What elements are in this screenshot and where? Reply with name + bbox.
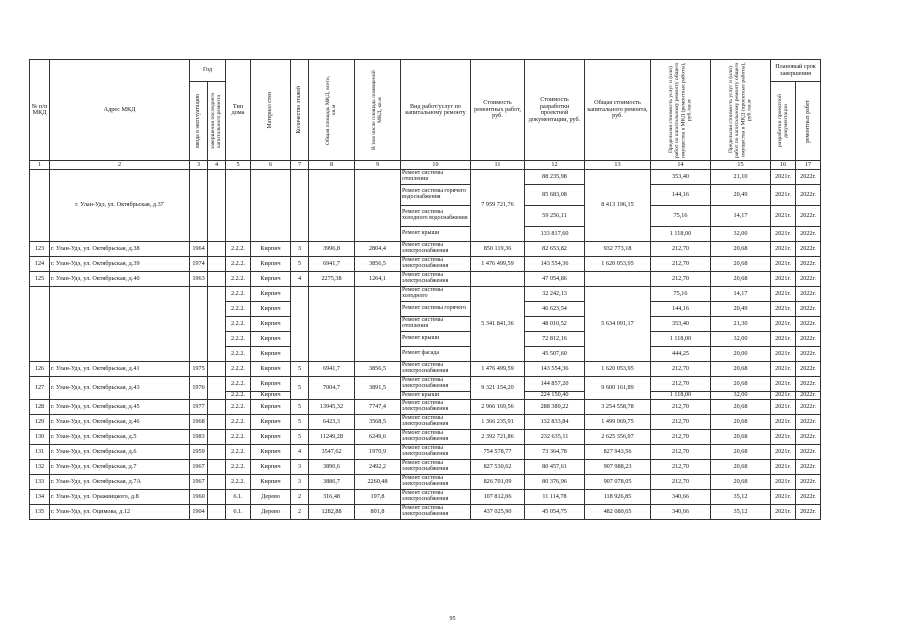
- header-house-type: Тип дома: [226, 60, 251, 161]
- table-row: Ремонт системы холодного водоснабжения 59 256,11 75,16 14,17 2021г. 2022г.: [30, 206, 821, 227]
- table-row: 2.2.2. Кирпич Ремонт системы холодного 5 341 841,36 32 242,13 5 634 091,17 75,16 14,17 2021г. 2022г.: [30, 287, 821, 302]
- table-row: 123 г. Улан-Удэ, ул. Октябрьская, д.38 1964 2.2.2. Кирпич 3 3996,8 2804,4 Ремонт системы электроснабжения 850 119,36 82 653,82 932 773,18 212,70 20,68 2021г. 2022г.: [30, 242, 821, 257]
- header-cost-works: Стоимость ремонтных работ, руб.: [471, 60, 525, 161]
- address-cell: г. Улан-Удэ, ул. Октябрьская, д.37: [50, 170, 190, 242]
- table-row: 2.2.2. Кирпич Ремонт системы горячего 46 623,54 144,16 20,49 2021г. 2022г.: [30, 302, 821, 317]
- table-row: 2.2.2. Кирпич Ремонт фасада 45 507,60 444,25 20,00 2021г. 2022г.: [30, 347, 821, 362]
- table-row: 2.2.2. Кирпич Ремонт крыши 224 150,40 1 118,00 32,00 2021г. 2022г.: [30, 392, 821, 400]
- header-cost-design: Стоимость разработки проектной документации, руб.: [525, 60, 585, 161]
- header-max-cost-design: Предельная стоимость услуг и (или) работ по капитальному ремонту общего имущества в МКД (проектные работы), руб./кв.м: [711, 60, 771, 161]
- page-number: 95: [449, 616, 456, 622]
- header-works: Вид работ/услуг по капитальному ремонту: [401, 60, 471, 161]
- header-planned-works: ремонтных работ: [796, 82, 821, 161]
- header-living-area: В том числе площадь помещений МКД, кв.м: [355, 60, 401, 161]
- table-row: 129 г. Улан-Удэ, ул. Октябрьская, д.46 1968 2.2.2. Кирпич 5 6423,3 3568,5 Ремонт системы электроснабжения 1 366 235,91 132 833,84 1 499 069,75 212,70 20,68 2021г. 2022г.: [30, 415, 821, 430]
- header-max-cost-repair: Предельная стоимость услуг и (или) работ по капитальному ремонту общего имущества в МКД (ремонтные работы), руб./кв.м: [651, 60, 711, 161]
- table-row: 133 г. Улан-Удэ, ул. Октябрьская, д.7А 1967 2.2.2. Кирпич 3 3886,7 2260,48 Ремонт системы электроснабжения 826 701,09 80 376,96 907 078,05 212,70 20,68 2021г. 2022г.: [30, 475, 821, 490]
- table-row: 131 г. Улан-Удэ, ул. Октябрьская, д.6 1959 2.2.2. Кирпич 4 3547,62 1970,9 Ремонт системы электроснабжения 754 578,77 73 364,78 827 943,56 212,70 20,68 2021г. 2022г.: [30, 445, 821, 460]
- table-row: 127 г. Улан-Удэ, ул. Октябрьская, д.43 1976 2.2.2. Кирпич 5 7004,7 3891,5 Ремонт системы электроснабжения 9 321 154,20 144 857,20 9 600 161,89 212,70 20,68 2021г. 2022г.: [30, 377, 821, 392]
- table-row: 125 г. Улан-Удэ, ул. Октябрьская, д.40 1963 2.2.2. Кирпич 4 2275,38 1264,1 Ремонт системы электроснабжения 47 054,86 212,70 20,68 2021г. 2022г.: [30, 272, 821, 287]
- header-year-commission: ввода в эксплуатацию: [190, 82, 208, 161]
- header-year-group: Год: [190, 60, 226, 82]
- table-row: 2.2.2. Кирпич Ремонт крыши 72 812,16 1 118,00 32,00 2021г. 2022г.: [30, 332, 821, 347]
- table-row: 124 г. Улан-Удэ, ул. Октябрьская, д.39 1974 2.2.2. Кирпич 5 6941,7 3856,5 Ремонт системы электроснабжения 1 476 499,59 143 554,36 1 620 053,95 212,70 20,68 2021г. 2022г.: [30, 257, 821, 272]
- register-table-container: [29, 59, 821, 520]
- table-row: 130 г. Улан-Удэ, ул. Октябрьская, д.5 1983 2.2.2. Кирпич 5 11249,28 6249,6 Ремонт системы электроснабжения 2 392 721,86 232 635,11 2 625 356,97 212,70 20,68 2021г. 2022г.: [30, 430, 821, 445]
- table-row: 126 г. Улан-Удэ, ул. Октябрьская, д.41 1975 2.2.2. Кирпич 5 6941,7 3856,5 Ремонт системы электроснабжения 1 476 499,59 143 554,36 1 620 053,95 212,70 20,68 2021г. 2022г.: [30, 362, 821, 377]
- header-year-last-repair: завершения последнего капитального ремонта: [208, 82, 226, 161]
- table-row: 134 г. Улан-Удэ, ул. Оражвицкого, д.8 1960 6.1. Дерево 2 316,48 197,8 Ремонт системы электроснабжения 107 812,06 11 114,78 118 926,85 340,66 35,12 2021г. 2022г.: [30, 490, 821, 505]
- header-floors: Количество этажей: [291, 60, 309, 161]
- table-row: 128 г. Улан-Удэ, ул. Октябрьская, д.45 1977 2.2.2. Кирпич 5 13945,32 7747,4 Ремонт системы электроснабжения 2 966 169,56 288 389,22 3 254 558,78 212,70 20,68 2021г. 2022г.: [30, 400, 821, 415]
- table-row: Ремонт системы горячего водоснабжения 85 683,08 144,16 20,49 2021г. 2022г.: [30, 185, 821, 206]
- table-row: 135 г. Улан-Удэ, ул. Оцимова, д.12 1904 6.1. Дерево 2 1282,88 801,8 Ремонт системы электроснабжения 437 025,90 45 054,75 482 080,65 340,66 35,12 2021г. 2022г.: [30, 505, 821, 520]
- column-number-row: 1 2 3 4 5 6 7 8 9 10 11 12 13 14 15 16 17: [30, 161, 821, 170]
- table-row: 132 г. Улан-Удэ, ул. Октябрьская, д.7 1967 2.2.2. Кирпич 3 3890,6 2492,2 Ремонт системы электроснабжения 827 530,62 80 457,61 907 988,23 212,70 20,68 2021г. 2022г.: [30, 460, 821, 475]
- header-address: Адрес МКД: [50, 60, 190, 161]
- table-row: Ремонт крыши 133 817,60 1 118,00 32,00 2021г. 2022г.: [30, 227, 821, 242]
- header-num: № п/п МКД: [30, 60, 50, 161]
- table-tail-rows: [30, 400, 821, 520]
- table-row: 2.2.2. Кирпич Ремонт системы отопления 48 010,52 353,40 21,30 2021г. 2022г.: [30, 317, 821, 332]
- header-planned-design: разработки проектной документации: [771, 82, 796, 161]
- capital-repair-table: [29, 59, 821, 520]
- table-row: г. Улан-Удэ, ул. Октябрьская, д.37 Ремонт системы отопления 7 959 721,76 88 235,98 8 413 196,15 353,40 21,10 2021г. 2022г.: [30, 170, 821, 185]
- header-cost-total: Общая стоимость капитального ремонта, руб.: [585, 60, 651, 161]
- header-wall-material: Материал стен: [251, 60, 291, 161]
- header-planned-group: Плановый срок завершения: [771, 60, 821, 82]
- header-total-area: Общая площадь МКД, всего, кв.м: [309, 60, 355, 161]
